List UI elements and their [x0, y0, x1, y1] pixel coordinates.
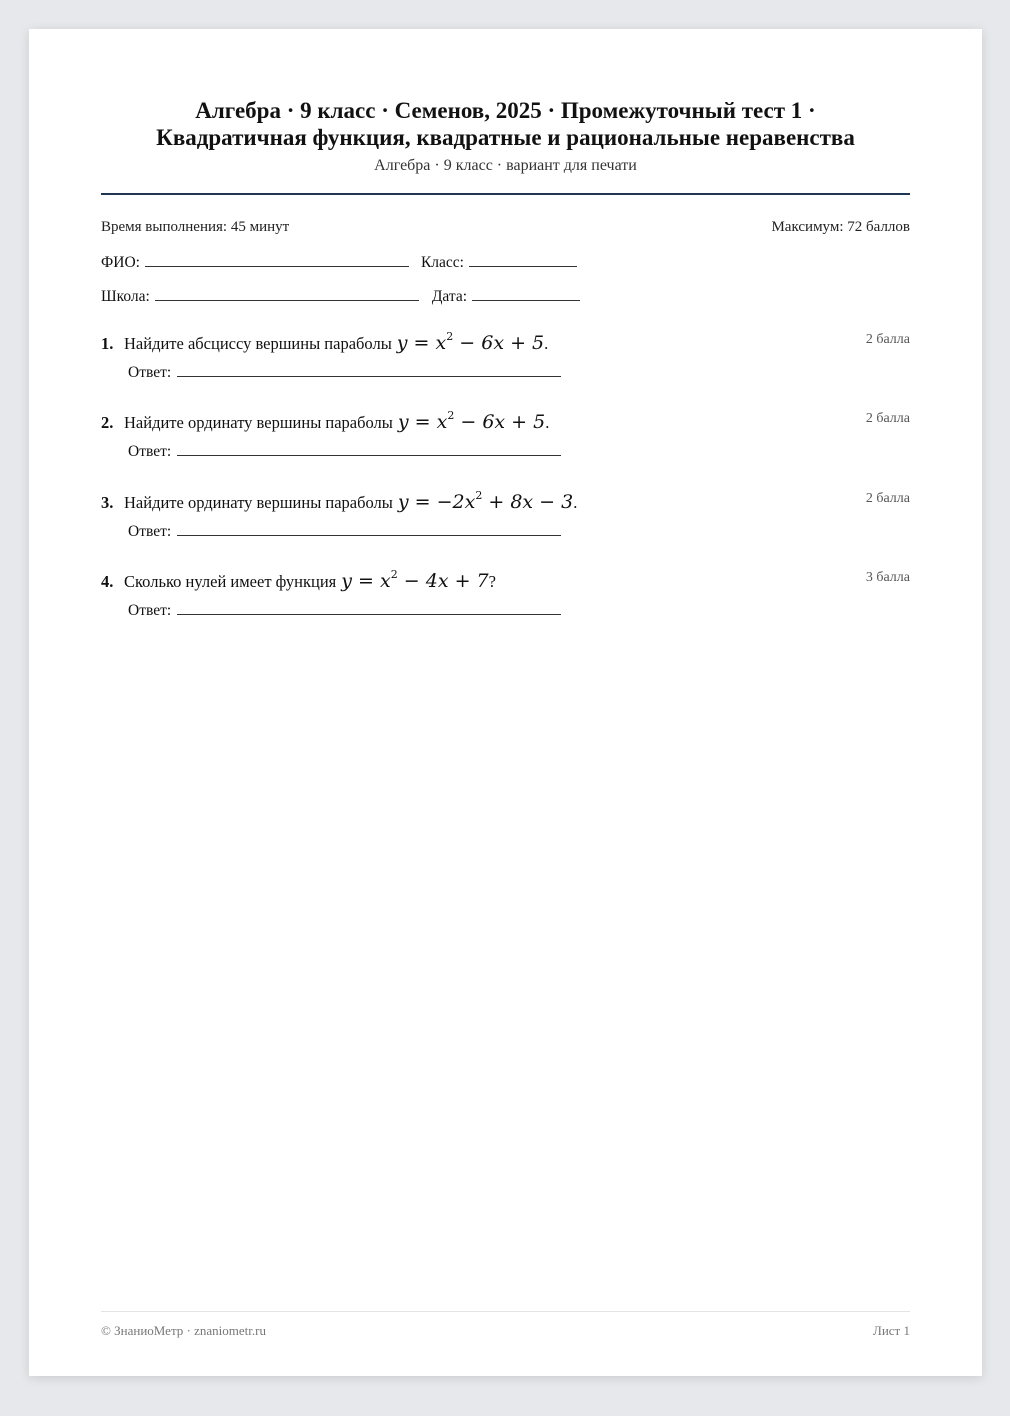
page-content [101, 29, 910, 1376]
question-1 [101, 332, 910, 382]
worksheet-page [29, 29, 982, 1376]
footer-divider [101, 1311, 910, 1312]
school-label: Школа: [101, 288, 150, 305]
question-line [101, 491, 910, 517]
question-punctuation: . [544, 334, 549, 353]
answer-label: Ответ: [128, 443, 172, 460]
question-points: 2 балла [865, 332, 910, 347]
question-number: 1. [101, 334, 114, 353]
question-2 [101, 411, 910, 461]
header-divider [101, 193, 910, 195]
question-3 [101, 491, 910, 541]
test-title-line-2: Квадратичная функция, квадратные и рациональные неравенства [156, 125, 855, 150]
footer-copyright: © ЗнаниоМетр · znaniometr.ru [101, 1323, 266, 1338]
formula-exponent: 2 [475, 489, 483, 502]
question-line [101, 332, 910, 358]
answer-row [128, 602, 910, 620]
school-field[interactable] [155, 286, 419, 301]
formula-part: y = −2x [397, 491, 476, 513]
question-points: 2 балла [865, 411, 910, 426]
student-fields-row-2 [101, 286, 910, 306]
test-subtitle: Алгебра · 9 класс · вариант для печати [374, 157, 637, 174]
formula-exponent: 2 [390, 568, 398, 581]
date-label: Дата: [431, 288, 468, 305]
question-formula [397, 332, 544, 354]
answer-row [128, 443, 910, 461]
answer-field[interactable] [177, 443, 561, 456]
answer-field[interactable] [177, 364, 561, 377]
formula-exponent: 2 [446, 330, 454, 343]
answer-label: Ответ: [128, 364, 172, 381]
question-text: Найдите ординату вершины параболы [124, 413, 393, 432]
question-punctuation: ? [488, 572, 496, 591]
answer-row [128, 364, 910, 382]
answer-label: Ответ: [128, 523, 172, 540]
answer-row [128, 523, 910, 541]
question-number: 2. [101, 413, 114, 432]
page-number: Лист 1 [873, 1323, 910, 1338]
question-text: Найдите ординату вершины параболы [124, 493, 393, 512]
time-limit: Время выполнения: 45 минут [101, 219, 290, 235]
answer-field[interactable] [177, 602, 561, 615]
formula-part: y = x [397, 411, 448, 433]
class-field[interactable] [469, 252, 577, 267]
question-text: Найдите абсциссу вершины параболы [124, 334, 392, 353]
question-formula [341, 570, 488, 592]
question-line [101, 411, 910, 437]
question-points: 2 балла [865, 491, 910, 506]
question-formula [398, 411, 545, 433]
student-fields-row-1 [101, 252, 910, 272]
question-punctuation: . [545, 413, 550, 432]
question-text: Сколько нулей имеет функция [124, 572, 337, 591]
fio-label: ФИО: [101, 254, 140, 271]
formula-part: y = x [396, 332, 447, 354]
test-title [101, 97, 910, 151]
formula-part: + 8x − 3 [482, 491, 574, 513]
question-number: 4. [101, 572, 114, 591]
question-formula [398, 491, 573, 513]
formula-exponent: 2 [447, 409, 455, 422]
formula-part: y = x [341, 570, 391, 592]
formula-part: − 6x + 5 [453, 332, 545, 354]
class-label: Класс: [420, 254, 464, 271]
question-4 [101, 570, 910, 620]
answer-label: Ответ: [128, 602, 172, 619]
max-score: Максимум: 72 баллов [771, 219, 910, 235]
question-punctuation: . [573, 493, 578, 512]
question-line [101, 570, 910, 596]
question-points: 3 балла [865, 570, 910, 585]
formula-part: − 4x + 7 [397, 570, 489, 592]
test-title-line-1: Алгебра · 9 класс · Семенов, 2025 · Промежуточный тест 1 · [195, 98, 816, 123]
answer-field[interactable] [177, 523, 561, 536]
date-field[interactable] [472, 286, 580, 301]
question-number: 3. [101, 493, 114, 512]
fio-field[interactable] [145, 252, 409, 267]
formula-part: − 6x + 5 [454, 411, 546, 433]
